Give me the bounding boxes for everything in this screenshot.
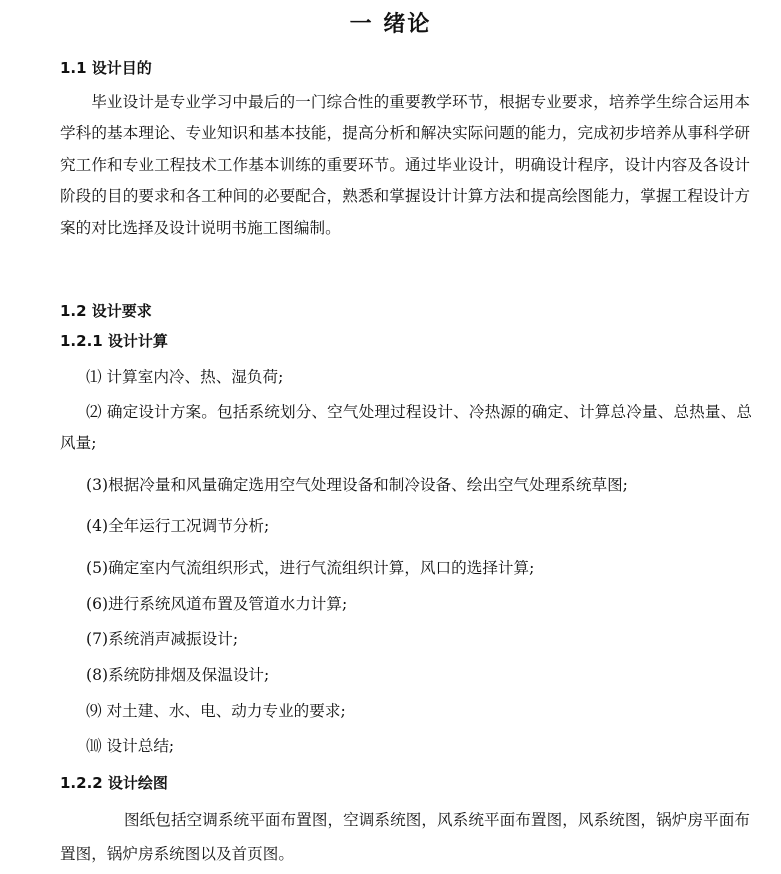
chapter-title: 一 绪论 (349, 12, 432, 37)
requirement-item-3: (3)根据冷量和风量确定选用空气处理设备和制冷设备、绘出空气处理系统草图; (86, 476, 628, 494)
requirement-item-8: (8)系统防排烟及保温设计; (86, 666, 270, 684)
section-1-1-paragraph: 毕业设计是专业学习中最后的一门综合性的重要教学环节，根据专业要求，培养学生综合运用本学科的基本理论、专业知识和基本技能，提高分析和解决实际问题的能力，完成初步培养从事科学研究工作和专业工程技术工作基本训练的重要环节。通过毕业设计，明确设计程序，设计内容及各设计阶段的目的要求和各工种间的必要配合，熟悉和掌握设计计算方法和提高绘图能力，掌握工程设计方案的对比选择及设计说明书施工图编制。 (60, 93, 750, 237)
section-heading-1-2-2: 1.2.2 设计绘图 (60, 774, 168, 792)
section-heading-1-2-1: 1.2.1 设计计算 (60, 332, 168, 350)
requirement-item-9: ⑼ 对土建、水、电、动力专业的要求; (86, 702, 346, 720)
requirement-item-6: (6)进行系统风道布置及管道水力计算; (86, 595, 348, 613)
section-heading-1-1: 1.1 设计目的 (60, 59, 152, 77)
requirement-item-5: (5)确定室内气流组织形式，进行气流组织计算，风口的选择计算; (86, 559, 535, 577)
requirement-item-2: ⑵ 确定设计方案。包括系统划分、空气处理过程设计、冷热源的确定、计算总冷量、总热量、总风量; (60, 403, 752, 452)
section-heading-1-2: 1.2 设计要求 (60, 302, 152, 320)
requirement-item-4: (4)全年运行工况调节分析; (86, 517, 270, 535)
requirement-item-1: ⑴ 计算室内冷、热、湿负荷; (86, 368, 284, 386)
requirement-item-7: (7)系统消声减振设计; (86, 630, 239, 648)
section-1-2-2-paragraph: 图纸包括空调系统平面布置图，空调系统图，风系统平面布置图，风系统图，锅炉房平面布置图，锅炉房系统图以及首页图。 (60, 811, 750, 863)
requirement-item-10: ⑽ 设计总结; (86, 737, 175, 755)
